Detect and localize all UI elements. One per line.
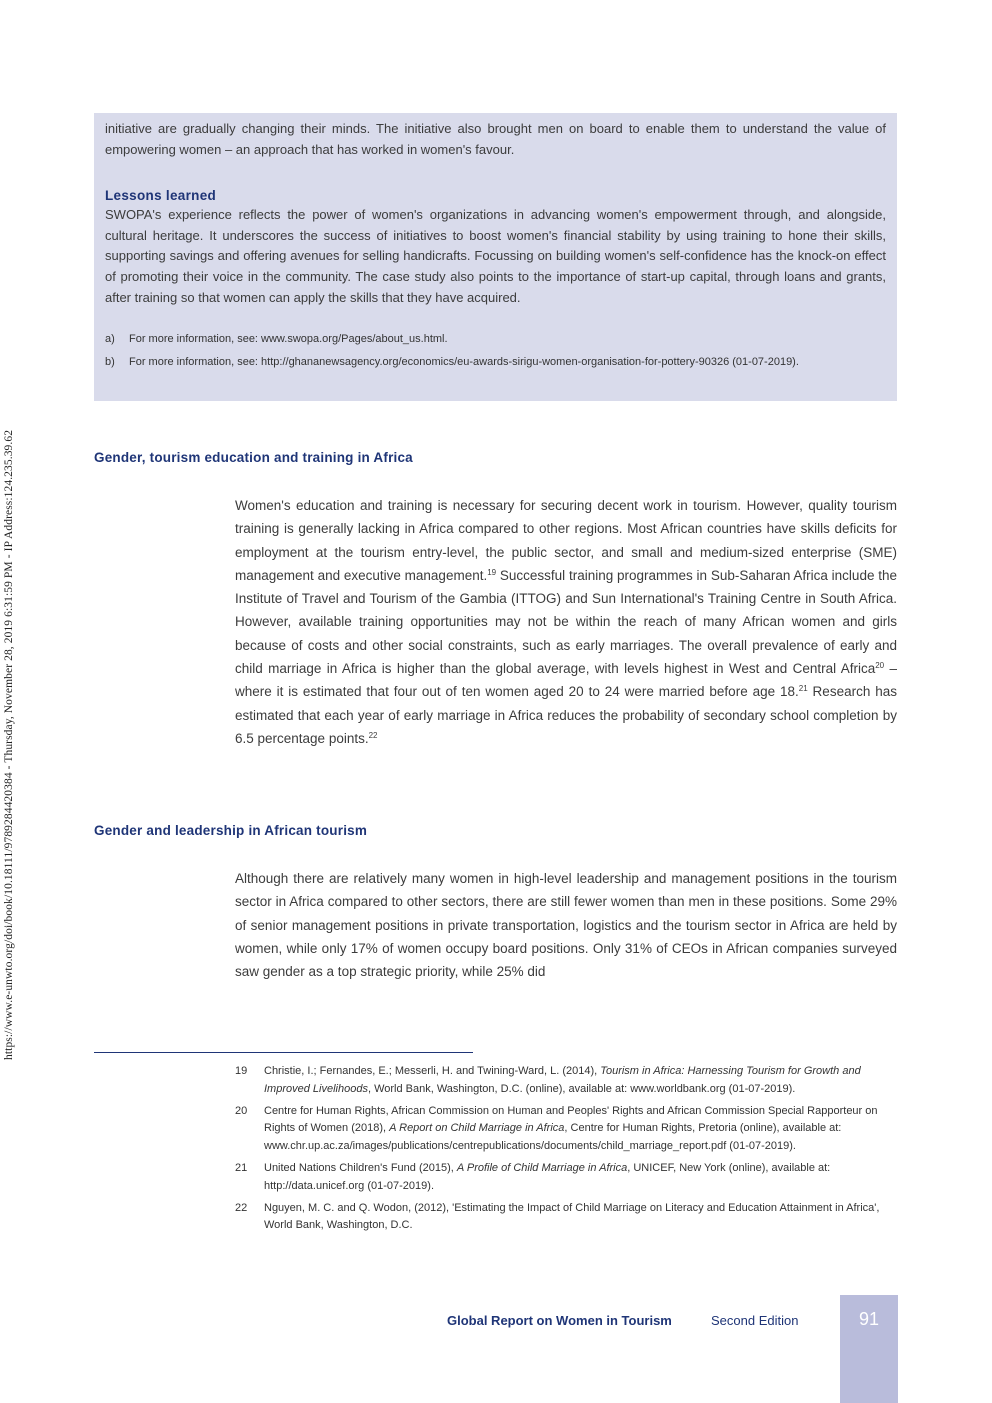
footnote-text-part: , Centre for Human Rights, Pretoria (online), available at: www.chr.up.ac.za/images/publications/centrepublications/documents/child_marriage_report.pdf (01-07-2019). [264,1122,842,1153]
footnote-title: A Profile of Child Marriage in Africa [456,1161,628,1174]
footnote-divider [94,1052,473,1053]
edition-label: Second Edition [711,1313,799,1328]
footnotes [235,1063,897,1239]
section-leadership-body: Although there are relatively many women in high-level leadership and management positions in the tourism sector in Africa compared to other sectors, there are still fewer women than men in these positions. Some 29% of senior management positions in private transportation, logistics and the tourism sector in Africa are held by women, while only 17% of women occupy board positions. Only 31% of CEOs in African companies surveyed saw gender as a top strategic priority, while 25% did [235,871,897,980]
lessons-text: SWOPA's experience reflects the power of women's organizations in advancing women's empowerment through, and alongside, cultural heritage. It underscores the success of initiatives to boost women's financial stability by using training to hone their skills, supporting savings and offering avenues for selling handicrafts. Focussing on building women's self-confidence has the knock-on effect of promoting their voice in the community. The case study also points to the importance of start-up capital, through loans and grants, after training so that women can apply the skills that they have acquired. [105,207,886,305]
section-education-body [235,494,897,750]
footnote-number: 20 [235,1104,248,1117]
page-number: 91 [858,1309,880,1329]
footnote-number: 22 [235,1201,248,1214]
footnote-19 [235,1063,897,1099]
body-text: Women's education and training is necessary for securing decent work in tourism. However, quality tourism training is generally lacking in Africa compared to other regions. Most African countries have skills deficits for employment at the tourism entry-level, the public sector, and small and medium-sized enterprise (SME) management and executive management. [235,498,897,583]
footnote-text-part: , UNICEF, New York (online), available at: http://data.unicef.org (01-07-2019). [264,1161,831,1192]
body-text: – where it is estimated that four out of ten women aged 20 to 24 were married before age 18. [235,661,897,700]
lessons-heading: Lessons learned [105,188,217,204]
sidebar-url: https://www.e-unwto.org/doi/book/10.18111/9789284420384 - Thursday, November 28, 2019 6:31:59 PM - IP Address:124.235.39.62 [3,429,15,1060]
box-notes [105,328,886,374]
footnote-number: 19 [235,1065,248,1077]
body-text: Successful training programmes in Sub-Saharan Africa include the Institute of Travel and Tourism of the Gambia (ITTOG) and Sun International's Training Centre in South Africa. However, available training opportunities may not be within the reach of many African women and girls because of costs and other social constraints, such as early marriages. The overall prevalence of early and child marriage in Africa is higher than the global average, with levels highest in West and Central Africa [235,567,897,677]
footnote-ref[interactable]: 19 [487,567,497,577]
note-a [105,328,886,351]
footnote-ref[interactable]: 22 [368,730,378,740]
footnote-ref[interactable]: 20 [875,661,885,671]
footnote-text-part: , World Bank, Washington, D.C. (online), available at: www.worldbank.org (01-07-2019). [367,1082,796,1095]
footnote-text-part: Christie, I.; Fernandes, E.; Messerli, H. and Twining-Ward, L. (2014), [264,1065,601,1077]
footnote-text [264,1200,897,1236]
body-text: Research has estimated that each year of early marriage in Africa reduces the probability of secondary school completion by 6.5 percentage points. [235,684,897,746]
footnote-title: Tourism in Africa: Harnessing Tourism for Growth and Improved Livelihoods [264,1065,861,1095]
note-text: For more information, see: www.swopa.org/Pages/about_us.html. [129,333,448,346]
box-intro: initiative are gradually changing their minds. The initiative also brought men on board to enable them to understand the value of empowering women – an approach that has worked in women's favour. [105,121,886,157]
note-label: b) [105,356,115,369]
footnote-number: 21 [235,1161,248,1174]
footnote-ref[interactable]: 21 [798,684,808,694]
section-title-leadership: Gender and leadership in African tourism [94,823,368,838]
footnote-20 [235,1103,897,1156]
footnote-22 [235,1200,897,1236]
footnote-21 [235,1160,897,1196]
report-title: Global Report on Women in Tourism [447,1313,672,1328]
footnote-text [264,1103,897,1156]
footnote-text [264,1160,897,1196]
section-title-education: Gender, tourism education and training in Africa [94,450,413,465]
footnote-text-part: Nguyen, M. C. and Q. Wodon, (2012), 'Estimating the Impact of Child Marriage on Literacy and Education Attainment in Africa', World Bank, Washington, D.C. [264,1201,880,1232]
footnote-title: A Report on Child Marriage in Africa [389,1122,565,1135]
footnote-text [264,1063,897,1099]
footnote-text-part: Centre for Human Rights, African Commission on Human and Peoples' Rights and African Commission Special Rapporteur on Rights of Women (2018), [264,1104,878,1135]
note-text: For more information, see: http://ghananewsagency.org/economics/eu-awards-sirigu-women-organisation-for-pottery-90326 (01-07-2019). [129,356,799,369]
note-b [105,351,886,374]
footnote-text-part: United Nations Children's Fund (2015), [264,1161,457,1174]
note-label: a) [105,333,115,346]
page-number-tab [840,1295,898,1403]
case-study-box [94,113,897,401]
